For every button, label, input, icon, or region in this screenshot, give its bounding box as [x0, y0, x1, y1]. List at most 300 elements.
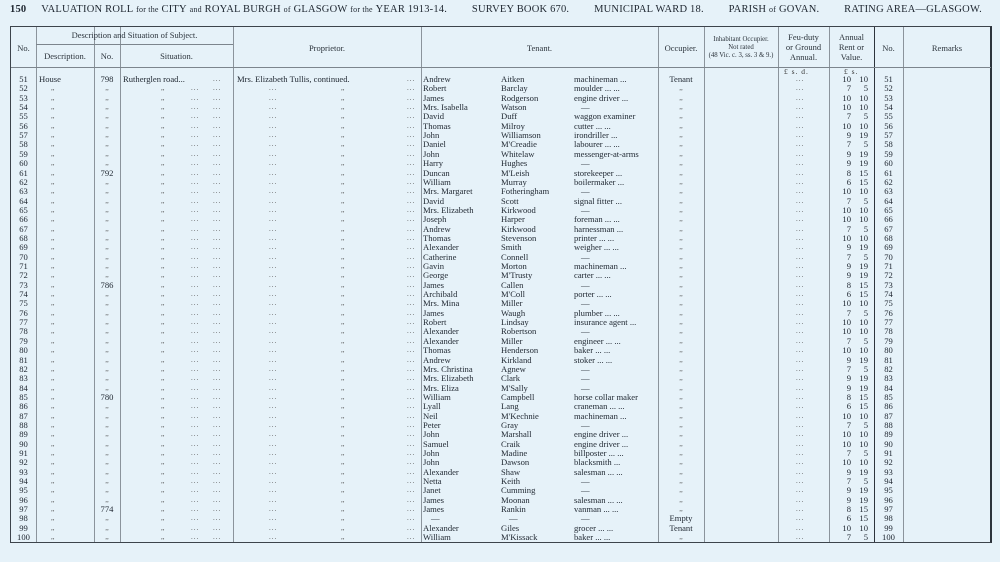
tenant-surname: Madine [501, 448, 528, 458]
tenant-first-name: Mrs. Elizabeth [423, 204, 474, 215]
row-number-right: 71 [884, 261, 893, 271]
ditto-proprietor: ,, [341, 205, 345, 214]
dots: ... [191, 252, 200, 261]
row-number: 56 [19, 120, 28, 131]
row-number-right: 84 [884, 382, 893, 393]
row-number-right: 94 [884, 476, 893, 487]
dots: ... [191, 486, 200, 495]
rent-shillings: 15 [859, 176, 868, 187]
rent-pounds: 10 [842, 186, 851, 197]
rent-pounds: 10 [842, 429, 851, 440]
dots: ... [407, 243, 416, 252]
tenant-occupation: messenger-at-arms [574, 148, 639, 159]
feu-duty-value: ... [796, 392, 805, 401]
tenant-surname: Keith [501, 476, 521, 487]
occupier-status: ,, [679, 430, 683, 439]
col-header-description: Description. [44, 51, 86, 61]
dots: ... [213, 439, 222, 448]
rent-shillings: 10 [859, 92, 868, 103]
rent-shillings: 15 [859, 513, 868, 524]
feu-duty-value: ... [796, 374, 805, 383]
dots: ... [269, 243, 278, 252]
dots: ... [269, 383, 278, 392]
row-number: 69 [19, 242, 28, 253]
ditto-proprietor: ,, [341, 420, 345, 429]
row-number-right: 73 [884, 279, 893, 290]
ditto-description: ,, [51, 140, 55, 149]
row-number: 100 [17, 532, 30, 543]
valuation-table [10, 26, 992, 543]
ditto-situation: ,, [161, 430, 165, 439]
tenant-first-name: Daniel [423, 139, 446, 150]
row-number: 91 [19, 448, 28, 458]
dots: ... [407, 402, 416, 411]
feu-line: or Ground [785, 42, 822, 52]
dots: ... [269, 346, 278, 355]
tenant-surname: Kirkwood [501, 223, 536, 234]
col-header-tenant: Tenant. [526, 43, 553, 53]
dots: ... [269, 252, 278, 261]
tenant-occupation: — [581, 102, 590, 113]
inhabitant-line: Not rated [728, 44, 754, 51]
row-number: 89 [19, 429, 28, 440]
house-number: ,, [105, 327, 109, 336]
description: House [39, 74, 61, 84]
ditto-situation: ,, [161, 149, 165, 158]
col-header-feu [778, 32, 829, 62]
rent-pounds: 9 [846, 158, 851, 169]
rent-pounds: 9 [846, 130, 851, 141]
occupier-status: ,, [679, 224, 683, 233]
rent-pounds: 7 [846, 419, 851, 430]
row-number-right: 78 [884, 326, 893, 337]
house-number: ,, [105, 374, 109, 383]
row-number-right: 100 [882, 532, 895, 543]
dots: ... [191, 271, 200, 280]
dots: ... [269, 140, 278, 149]
ditto-description: ,, [51, 168, 55, 177]
ditto-proprietor: ,, [341, 346, 345, 355]
tenant-surname: Milroy [501, 120, 525, 131]
ditto-description: ,, [51, 187, 55, 196]
tenant-occupation: — [581, 326, 590, 337]
dots: ... [407, 131, 416, 140]
tenant-occupation: — [581, 279, 590, 290]
row-number: 70 [19, 251, 28, 262]
house-number: ,, [105, 514, 109, 523]
dots: ... [213, 177, 222, 186]
dots: ... [213, 411, 222, 420]
dots: ... [191, 430, 200, 439]
ditto-proprietor: ,, [341, 103, 345, 112]
situation: Rutherglen road... [123, 74, 185, 84]
house-number: ,, [105, 486, 109, 495]
rent-pounds: 10 [842, 232, 851, 243]
dots: ... [191, 177, 200, 186]
dots: ... [407, 215, 416, 224]
house-number: ,, [105, 233, 109, 242]
feu-duty-value: ... [796, 308, 805, 317]
feu-duty-value: ... [796, 533, 805, 542]
rent-shillings: 10 [859, 429, 868, 440]
tenant-surname: Rodgerson [501, 92, 539, 103]
tenant-occupation: baker ... ... [574, 345, 611, 356]
ditto-proprietor: ,, [341, 495, 345, 504]
ditto-proprietor: ,, [341, 467, 345, 476]
row-number-right: 74 [884, 289, 893, 300]
ditto-proprietor: ,, [341, 252, 345, 261]
row-number: 88 [19, 419, 28, 430]
ditto-description: ,, [51, 205, 55, 214]
feu-duty-value: ... [796, 252, 805, 261]
occupier-status: ,, [679, 290, 683, 299]
row-number: 79 [19, 335, 28, 346]
row-number-right: 57 [884, 130, 893, 141]
rent-shillings: 10 [859, 410, 868, 421]
tenant-occupation: waggon examiner [574, 111, 636, 122]
ditto-situation: ,, [161, 93, 165, 102]
tenant-surname: Connell [501, 251, 529, 262]
rent-line: Value. [840, 52, 863, 62]
dots: ... [191, 308, 200, 317]
ditto-description: ,, [51, 215, 55, 224]
tenant-occupation: salesman ... ... [574, 494, 623, 505]
tenant-first-name: William [423, 391, 451, 402]
tenant-surname: Dawson [501, 457, 530, 468]
house-number: ,, [105, 224, 109, 233]
occupier-status: ,, [679, 168, 683, 177]
dots: ... [213, 159, 222, 168]
rent-line: Annual [838, 32, 865, 42]
dots: ... [213, 131, 222, 140]
ditto-proprietor: ,, [341, 177, 345, 186]
ditto-situation: ,, [161, 84, 165, 93]
row-number-right: 67 [884, 223, 893, 234]
row-number-right: 63 [884, 186, 893, 197]
tenant-surname: M'Leish [501, 167, 530, 178]
dots: ... [407, 477, 416, 486]
feu-duty-value: ... [796, 149, 805, 158]
rent-shillings: 19 [859, 466, 868, 477]
tenant-first-name: James [423, 92, 445, 103]
tenant-surname: M'Coll [501, 289, 525, 300]
rent-shillings: 10 [859, 232, 868, 243]
tenant-occupation: — [581, 419, 590, 430]
tenant-first-name: Duncan [423, 167, 450, 178]
feu-duty-value: ... [796, 430, 805, 439]
dots: ... [213, 318, 222, 327]
occupier-status: ,, [679, 262, 683, 270]
row-number-right: 85 [884, 391, 893, 402]
dots: ... [407, 449, 416, 457]
dots: ... [213, 467, 222, 476]
house-number: 780 [100, 391, 114, 402]
row-number: 87 [19, 410, 28, 421]
feu-duty-value: ... [796, 196, 805, 205]
row-number: 68 [19, 232, 28, 243]
dots: ... [269, 411, 278, 420]
occupier-status: ,, [679, 327, 683, 336]
occupier-status: ,, [679, 533, 683, 542]
dots: ... [213, 290, 222, 299]
ditto-proprietor: ,, [341, 233, 345, 242]
dots: ... [191, 411, 200, 420]
tenant-occupation: machineman ... [574, 410, 627, 421]
ditto-description: ,, [51, 280, 55, 289]
dots: ... [269, 449, 278, 457]
house-number: ,, [105, 355, 109, 364]
tenant-first-name: — [431, 513, 440, 524]
dots: ... [191, 477, 200, 486]
dots: ... [213, 420, 222, 429]
feu-duty-value: ... [796, 103, 805, 112]
ditto-description: ,, [51, 449, 55, 457]
dots: ... [407, 149, 416, 158]
dots: ... [407, 290, 416, 299]
tenant-surname: M'Trusty [501, 270, 533, 281]
dots: ... [269, 336, 278, 345]
dots: ... [269, 112, 278, 121]
dots: ... [407, 364, 416, 373]
rent-pounds: 10 [842, 214, 851, 225]
rent-shillings: 19 [859, 270, 868, 281]
tenant-occupation: — [581, 186, 590, 197]
tenant-occupation: plumber ... ... [574, 307, 620, 318]
ditto-description: ,, [51, 177, 55, 186]
dots: ... [213, 149, 222, 158]
ditto-description: ,, [51, 477, 55, 486]
ditto-proprietor: ,, [341, 271, 345, 280]
dots: ... [213, 392, 222, 401]
house-number: ,, [105, 458, 109, 467]
rent-shillings: 10 [859, 438, 868, 449]
feu-duty-value: ... [796, 168, 805, 177]
occupier-status: ,, [679, 495, 683, 504]
rent-shillings: 19 [859, 158, 868, 169]
occupier-status: ,, [679, 215, 683, 224]
ditto-situation: ,, [161, 402, 165, 411]
tenant-occupation: — [581, 513, 590, 524]
feu-duty-value: ... [796, 505, 805, 514]
parish-name: GOVAN. [778, 4, 820, 15]
rent-pounds: 7 [846, 223, 851, 234]
house-number: ,, [105, 364, 109, 373]
tenant-occupation: signal fitter ... [574, 195, 622, 206]
dots: ... [191, 121, 200, 130]
feu-duty-value: ... [796, 383, 805, 392]
tenant-occupation: moulder ... ... [574, 83, 620, 94]
ditto-description: ,, [51, 402, 55, 411]
dots: ... [191, 196, 200, 205]
ditto-proprietor: ,, [341, 486, 345, 495]
dots: ... [269, 392, 278, 401]
tenant-surname: Marshall [501, 429, 532, 440]
dots: ... [191, 449, 200, 457]
rent-shillings: 19 [859, 148, 868, 159]
occupier-status: ,, [679, 346, 683, 355]
house-number: ,, [105, 402, 109, 411]
row-number-right: 55 [884, 111, 893, 122]
feu-duty-value: ... [796, 495, 805, 504]
row-number-right: 86 [884, 401, 893, 412]
row-number-right: 64 [884, 195, 893, 206]
title-part: GLASGOW [293, 4, 348, 15]
tenant-occupation: craneman ... ... [574, 401, 625, 412]
dots: ... [213, 402, 222, 411]
ditto-proprietor: ,, [341, 523, 345, 532]
ditto-situation: ,, [161, 290, 165, 299]
occupier-status: ,, [679, 103, 683, 112]
tenant-occupation: harnessman ... [574, 223, 624, 234]
occupier-status: ,, [679, 402, 683, 411]
row-number: 67 [19, 223, 28, 234]
tenant-first-name: Mrs. Eliza [423, 382, 459, 393]
ditto-situation: ,, [161, 364, 165, 373]
dots: ... [191, 299, 200, 308]
dots: ... [191, 355, 200, 364]
dots: ... [269, 318, 278, 327]
house-number: ,, [105, 523, 109, 532]
row-number: 74 [19, 289, 28, 300]
dots: ... [191, 262, 200, 270]
row-number-right: 56 [884, 120, 893, 131]
dots: ... [191, 458, 200, 467]
col-header-no: No. [17, 43, 30, 53]
tenant-first-name: William [423, 176, 451, 187]
ditto-description: ,, [51, 308, 55, 317]
feu-duty-value: ... [796, 205, 805, 214]
ditto-description: ,, [51, 131, 55, 140]
occupier-status: ,, [679, 131, 683, 140]
dots: ... [269, 458, 278, 467]
dots: ... [213, 93, 222, 102]
ditto-description: ,, [51, 121, 55, 130]
ditto-situation: ,, [161, 168, 165, 177]
house-number: ,, [105, 430, 109, 439]
tenant-surname: Fotheringham [501, 186, 550, 197]
dots: ... [407, 84, 416, 93]
rent-shillings: 19 [859, 373, 868, 384]
ditto-description: ,, [51, 439, 55, 448]
dots: ... [407, 93, 416, 102]
feu-duty-value: ... [796, 131, 805, 140]
dots: ... [213, 262, 222, 270]
dots: ... [213, 299, 222, 308]
roll-title [41, 4, 447, 15]
rent-shillings: 19 [859, 130, 868, 141]
occupier-status: ,, [679, 374, 683, 383]
row-number-right: 77 [884, 317, 893, 328]
ditto-proprietor: ,, [341, 364, 345, 373]
ditto-situation: ,, [161, 243, 165, 252]
rating-area: RATING AREA—GLASGOW. [844, 4, 982, 15]
row-number: 76 [19, 307, 28, 318]
title-part: for the [136, 5, 159, 14]
occupier-status: ,, [679, 308, 683, 317]
ditto-situation: ,, [161, 411, 165, 420]
house-number: 798 [100, 74, 114, 84]
dots: ... [407, 374, 416, 383]
tenant-first-name: Catherine [423, 251, 457, 262]
row-number: 72 [19, 270, 28, 281]
tenant-occupation: engine driver ... [574, 429, 629, 440]
tenant-occupation: machineman ... [574, 261, 627, 271]
tenant-surname: Giles [501, 522, 520, 533]
dots: ... [191, 383, 200, 392]
tenant-occupation: blacksmith ... [574, 457, 621, 468]
rent-pounds: 7 [846, 307, 851, 318]
ditto-description: ,, [51, 495, 55, 504]
parish [729, 4, 820, 15]
ditto-situation: ,, [161, 131, 165, 140]
rent-pounds: 9 [846, 373, 851, 384]
dots: ... [407, 271, 416, 280]
ditto-situation: ,, [161, 280, 165, 289]
ditto-situation: ,, [161, 262, 165, 270]
tenant-occupation: irondriller ... [574, 130, 618, 141]
title-part: YEAR 1913-14. [375, 4, 448, 15]
ditto-proprietor: ,, [341, 140, 345, 149]
dots: ... [269, 262, 278, 270]
tenant-first-name: Thomas [423, 120, 451, 131]
ditto-situation: ,, [161, 121, 165, 130]
feu-duty-value: ... [796, 243, 805, 252]
row-number: 53 [19, 92, 28, 103]
dots: ... [213, 308, 222, 317]
ditto-situation: ,, [161, 477, 165, 486]
house-number: ,, [105, 131, 109, 140]
ditto-description: ,, [51, 318, 55, 327]
dots: ... [407, 280, 416, 289]
ditto-situation: ,, [161, 355, 165, 364]
rent-shillings: 19 [859, 382, 868, 393]
ditto-situation: ,, [161, 486, 165, 495]
ditto-situation: ,, [161, 177, 165, 186]
row-number-right: 72 [884, 270, 893, 281]
row-number: 66 [19, 214, 28, 225]
ditto-description: ,, [51, 355, 55, 364]
rent-shillings: 10 [859, 120, 868, 131]
dots: ... [213, 495, 222, 504]
ditto-proprietor: ,, [341, 168, 345, 177]
tenant-occupation: engine driver ... [574, 438, 629, 449]
feu-duty-value: ... [796, 355, 805, 364]
ditto-situation: ,, [161, 346, 165, 355]
dots: ... [407, 383, 416, 392]
ditto-description: ,, [51, 533, 55, 542]
ditto-situation: ,, [161, 523, 165, 532]
tenant-first-name: Gavin [423, 261, 445, 271]
dots: ... [191, 533, 200, 542]
dots: ... [407, 196, 416, 205]
rent-shillings: 5 [863, 476, 868, 487]
house-number: ,, [105, 103, 109, 112]
tenant-first-name: Mrs. Mina [423, 298, 460, 309]
rent-shillings: 10 [859, 74, 868, 84]
feu-duty-value: ... [796, 159, 805, 168]
dots: ... [407, 252, 416, 261]
municipal-ward: MUNICIPAL WARD 18. [594, 4, 704, 15]
house-number: ,, [105, 299, 109, 308]
dots: ... [407, 140, 416, 149]
tenant-first-name: John [423, 130, 440, 141]
rent-shillings: 5 [863, 532, 868, 543]
tenant-first-name: George [423, 270, 449, 281]
rent-pounds: 9 [846, 466, 851, 477]
tenant-first-name: Alexander [423, 326, 459, 337]
tenant-surname: M'Sally [501, 382, 528, 393]
feu-duty-value: ... [796, 187, 805, 196]
